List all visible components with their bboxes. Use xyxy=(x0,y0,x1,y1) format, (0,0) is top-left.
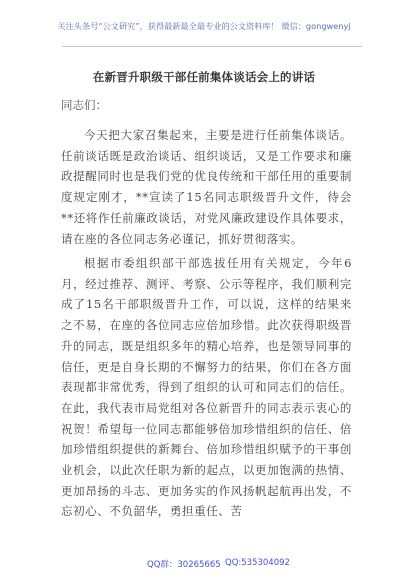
header-banner: 关注头条号“公文研究”，获得最新最全最专业的公文资料库！ 微信：gongwenyj xyxy=(57,21,351,31)
salutation: 同志们： xyxy=(61,98,107,112)
footer-qq-group: QQ群：30265665 xyxy=(147,560,221,570)
body-paragraph: 根据市委组织部干部选拔任用有关规定，今年6月，经过推荐、测评、考察、公示等程序，我们顺利完成了15名干部职级晋升工作，可以说，这样的结果来之不易，在座的各位同志应倍加珍惜。此次获得职级晋升的同志，既是组织多年的精心培养，也是领导同事的信任，更是自身长期的不懈努力的结果，你们在各方面表现都非常优秀，得到了组织的认可和同志们的信任。在此，我代表市局党组对各位新晋升的同志表示衷心的祝贺！希望每一位同志都能够倍加珍惜组织的信任、倍加珍惜组织提供的新舞台、倍加珍惜组织赋予的干事创业机会，以此次任职为新的起点，以更加饱满的热情、更加昂扬的斗志、更加务实的作风扬帆起航再出发，不忘初心、不负韶华，勇担重任、苦 xyxy=(61,256,352,519)
header-divider xyxy=(62,46,362,47)
body-paragraph: 今天把大家召集起来，主要是进行任前集体谈话。任前谈话既是政治谈话、组织谈话，又是工作要求和廉政提醒同时也是我们党的优良传统和干部任用的重要制度规定刚才，**宣读了15名同志职级晋升文件，待会**还将作任前廉政谈话，对党风廉政建设作具体要求，请在座的各位同志务必谨记，抓好贯彻落实。 xyxy=(61,128,352,246)
document-title: 在新晋升职级干部任前集体谈话会上的讲话 xyxy=(92,70,316,84)
footer-qq-number: QQ:535304092 xyxy=(225,558,290,568)
